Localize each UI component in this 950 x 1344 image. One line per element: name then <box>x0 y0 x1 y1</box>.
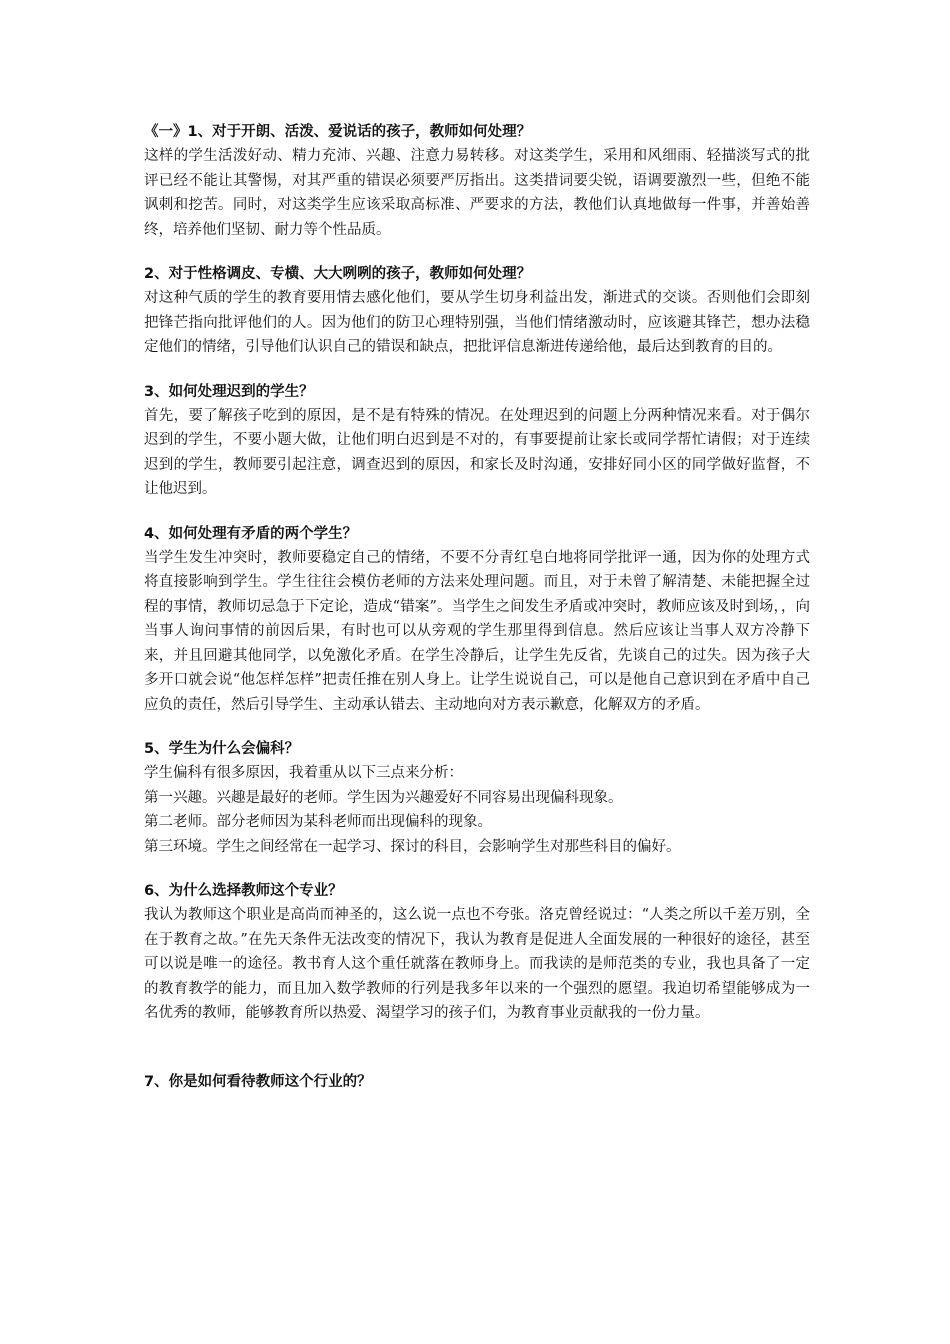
qa-section-5 <box>144 737 810 859</box>
section-line: 第一兴趣。兴趣是最好的老师。学生因为兴趣爱好不同容易出现偏科现象。 <box>144 789 623 806</box>
qa-section-2 <box>144 262 810 360</box>
qa-section-4 <box>144 522 810 718</box>
section-body: 首先，要了解孩子吃到的原因，是不是有特殊的情况。在处理迟到的问题上分两种情况来看。对于偶尔迟到的学生，不要小题大做，让他们明白迟到是不对的，有事要提前让家长或同学帮忙请假；对于连续迟到的学生，教师要引起注意，调查迟到的原因，和家长及时沟通，安排好同小区的同学做好监督，不让他迟到。 <box>144 407 810 497</box>
section-line: 第三环境。学生之间经常在一起学习、探讨的科目，会影响学生对那些科目的偏好。 <box>144 838 681 855</box>
section-heading: 2、对于性格调皮、专横、大大咧咧的孩子，教师如何处理？ <box>144 266 532 282</box>
qa-section-1 <box>144 120 810 242</box>
section-heading: 4、如何处理有矛盾的两个学生？ <box>144 525 358 542</box>
qa-section-7 <box>144 1070 810 1094</box>
section-body: 对这种气质的学生的教育要用情去感化他们，要从学生切身利益出发，渐进式的交谈。否则他们会即刻把锋芒指向批评他们的人。因为他们的防卫心理特别强，当他们情绪激动时，应该避其锋芒，想办法稳定他们的情绪，引导他们认识自己的错误和缺点，把批评信息渐进传递给他，最后达到教育的目的。 <box>144 290 810 355</box>
document-page <box>144 120 810 1114</box>
section-heading: 《一》1、对于开朗、活泼、爱说话的孩子，教师如何处理？ <box>144 124 532 140</box>
qa-section-3 <box>144 380 810 502</box>
section-body: 这样的学生活泼好动、精力充沛、兴趣、注意力易转移。对这类学生，采用和风细雨、轻描淡写式的批评已经不能让其警惕，对其严重的错误必须要严厉指出。这类措词要尖锐，语调要激烈一些，但绝不能讽刺和挖苦。同时，对这类学生应该采取高标准、严要求的方法，教他们认真地做每一件事，并善始善终，培养他们坚韧、耐力等个性品质。 <box>144 148 810 238</box>
section-line: 第二老师。部分老师因为某科老师而出现偏科的现象。 <box>144 814 492 830</box>
qa-section-6 <box>144 879 810 1026</box>
section-line: 学生偏科有很多原因，我着重从以下三点来分析： <box>144 765 463 781</box>
section-heading: 5、学生为什么会偏科？ <box>144 741 300 757</box>
section-body: 当学生发生冲突时，教师要稳定自己的情绪，不要不分青红皂白地将同学批评一通，因为你的处理方式将直接影响到学生。学生往往会模仿老师的方法来处理问题。而且，对于未曾了解清楚、未能把握全过程的事情，教师切忌急于下定论，造成“错案”。当学生之间发生矛盾或冲突时，教师应该及时到场，，向当事人询问事情的前因后果，有时也可以从旁观的学生那里得到信息。然后应该让当事人双方冷静下来，并且回避其他同学，以免激化矛盾。在学生冷静后，让学生先反省，先谈自己的过失。因为孩子大多开口就会说“他怎样怎样”把责任推在别人身上。让学生说说自己，可以是他自己意识到在矛盾中自己应负的责任，然后引导学生、主动承认错去、主动地向对方表示歉意，化解双方的矛盾。 <box>144 549 810 713</box>
section-heading: 6、为什么选择教师这个专业？ <box>144 883 343 899</box>
section-heading: 7、你是如何看待教师这个行业的？ <box>144 1073 372 1090</box>
section-heading: 3、如何处理迟到的学生？ <box>144 383 314 400</box>
section-body: 我认为教师这个职业是高尚而神圣的，这么说一点也不夸张。洛克曾经说过：“人类之所以千差万别，全在于教育之故。”在先天条件无法改变的情况下，我认为教育是促进人全面发展的一种很好的途径，甚至可以说是唯一的途径。教书育人这个重任就落在教师身上。而我读的是师范类的专业，我也具备了一定的教育教学的能力，而且加入数学教师的行列是我多年以来的一个强烈的愿望。我迫切希望能够成为一名优秀的教师，能够教育所以热爱、渴望学习的孩子们，为教育事业贡献我的一份力量。 <box>144 907 810 1021</box>
